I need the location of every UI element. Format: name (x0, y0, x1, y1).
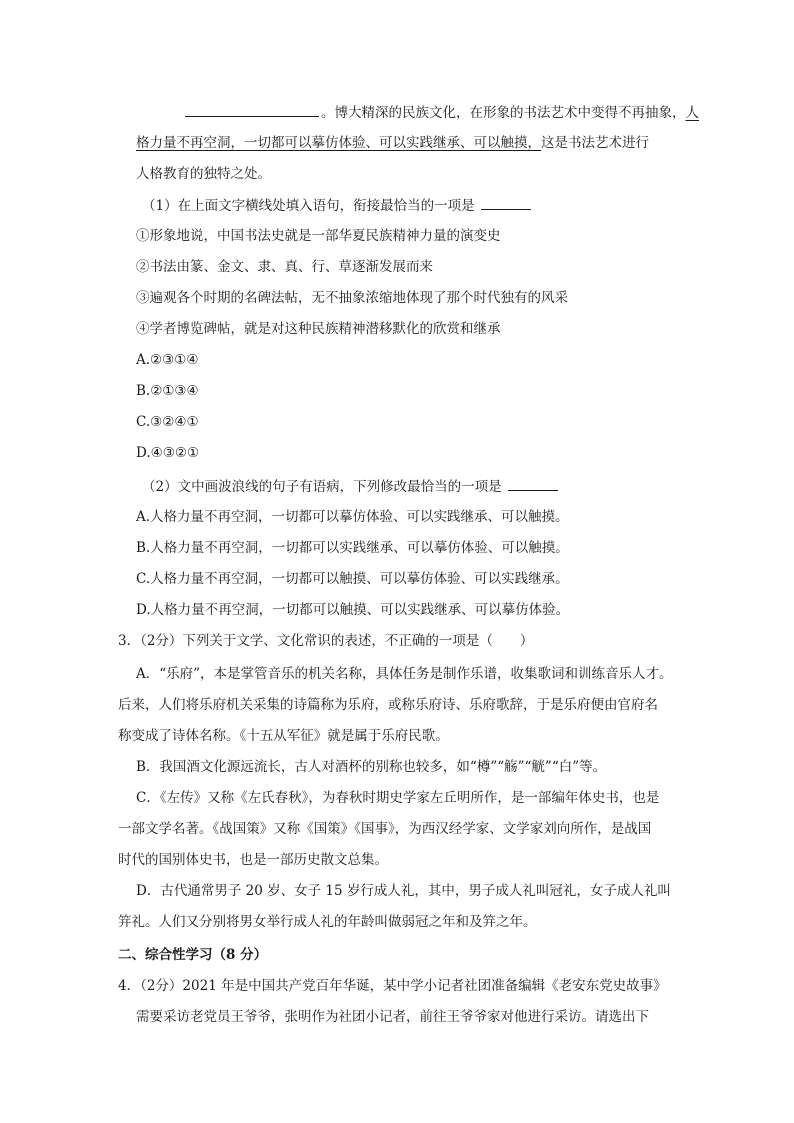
q3-option-c-line-2: 一部文学名著。《战国策》又称《国策》《国事》，为西汉经学家、文学家刘向所作，是战国 (118, 821, 652, 837)
passage-line-3: 人格教育的独特之处。 (136, 166, 271, 182)
statement-1: ①形象地说，中国书法史就是一部华夏民族精神力量的演变史 (136, 228, 501, 244)
q3-option-c-line-3: 时代的国别体史书，也是一部历史散文总集。 (118, 852, 388, 868)
option-c: C.人格力量不再空洞，一切都可以触摸、可以摹仿体验、可以实践继承。 (136, 571, 569, 587)
sub-question-2-prompt (142, 476, 558, 497)
q3-option-b: B．我国酒文化源远流长，古人对酒杯的别称也较多，如“樽”“觞”“觥”“白”等。 (136, 759, 607, 775)
option-b: B.②①③④ (136, 383, 199, 399)
answer-blank (481, 195, 531, 210)
prompt-text: （2）文中画波浪线的句子有语病，下列修改最恰当的一项是 (142, 479, 502, 495)
option-a: A.人格力量不再空洞，一切都可以摹仿体验、可以实践继承、可以触摸。 (136, 509, 569, 525)
option-d: D.④③②① (136, 445, 200, 461)
statement-4: ④学者博览碑帖，就是对这种民族精神潜移默化的欣赏和继承 (136, 321, 501, 337)
q3-option-a-line-1: A．“乐府”，本是掌管音乐的机关名称，具体任务是制作乐谱，收集歌词和训练音乐人才。 (136, 666, 673, 682)
answer-blank (185, 102, 319, 117)
q3-option-d-line-2: 笄礼。人们又分别将男女举行成人礼的年龄叫做弱冠之年和及笄之年。 (118, 914, 537, 930)
statement-2: ②书法由篆、金文、隶、真、行、草逐渐发展而来 (136, 259, 433, 275)
option-a: A.②③①④ (136, 352, 199, 368)
option-d: D.人格力量不再空洞，一切都可以触摸、可以实践继承、可以摹仿体验。 (136, 602, 570, 618)
question-3-stem: 3．（2分）下列关于文学、文化常识的表述，不正确的一项是（ ） (118, 633, 534, 649)
q3-option-c-line-1: C．《左传》又称《左氏春秋》，为春秋时期史学家左丘明所作，是一部编年体史书，也是 (136, 790, 660, 806)
section-heading: 二、综合性学习（8 分） (118, 947, 268, 963)
answer-blank (508, 476, 558, 491)
passage-line-1 (185, 102, 699, 123)
passage-text: 。博大精深的民族文化，在形象的书法艺术中变得不再抽象， (321, 105, 686, 121)
q3-option-d-line-1: D．古代通常男子 20 岁、女子 15 岁行成人礼，其中，男子成人礼叫冠礼，女子成人礼叫 (136, 883, 671, 899)
wavy-underlined-text: 格力量不再空洞，一切都可以摹仿体验、可以实践继承、可以触摸， (136, 135, 541, 151)
wavy-underlined-text: 人 (685, 105, 699, 121)
option-b: B.人格力量不再空洞，一切都可以实践继承、可以摹仿体验、可以触摸。 (136, 540, 569, 556)
sub-question-1-prompt (142, 195, 531, 216)
passage-text: 这是书法艺术进行 (541, 135, 649, 151)
question-4-line-2: 需要采访老党员王爷爷，张明作为社团小记者，前往王爷爷家对他进行采访。请选出下 (136, 1009, 649, 1025)
q3-option-a-line-3: 称变成了诗体名称。《十五从军征》就是属于乐府民歌。 (118, 728, 449, 744)
statement-3: ③遍观各个时期的名碑法帖，无不抽象浓缩地体现了那个时代独有的风采 (136, 290, 568, 306)
passage-line-2 (136, 133, 649, 153)
q3-option-a-line-2: 后来，人们将乐府机关采集的诗篇称为乐府，或称乐府诗、乐府歌辞，于是乐府便由官府名 (118, 697, 658, 713)
option-c: C.③②④① (136, 414, 199, 430)
prompt-text: （1）在上面文字横线处填入语句，衔接最恰当的一项是 (142, 198, 475, 214)
question-4-line-1: 4．（2分）2021 年是中国共产党百年华诞，某中学小记者社团准备编辑《老安东党史故事》 (118, 978, 667, 994)
